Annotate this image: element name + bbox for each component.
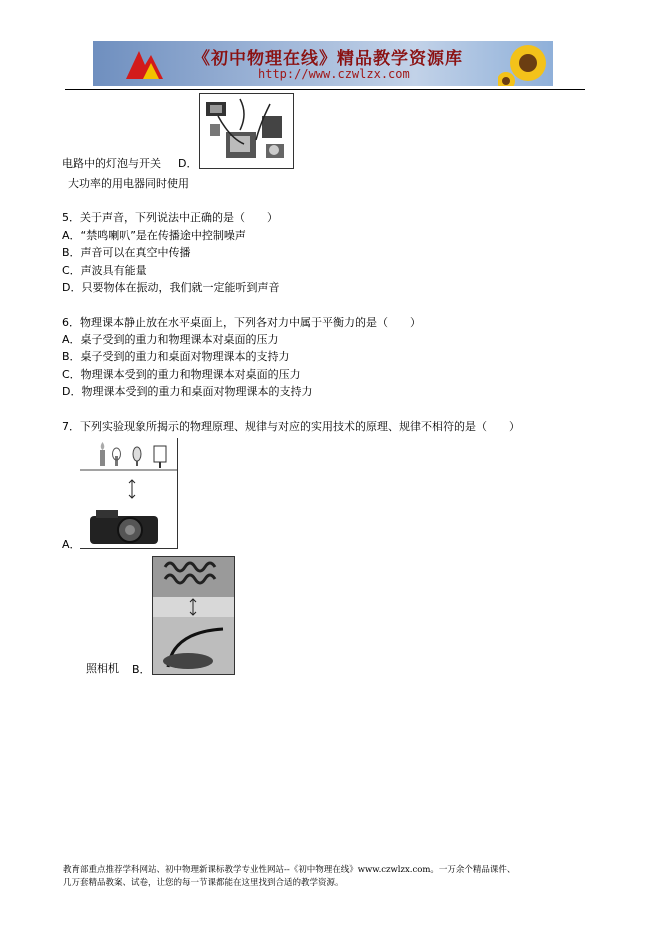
sunflower-icon xyxy=(498,41,553,86)
q6-option-a: A．桌子受到的重力和物理课本对桌面的压力 xyxy=(62,333,279,346)
spring-and-bending-pole-icon xyxy=(153,557,234,674)
banner-url[interactable]: http://www.czwlzx.com xyxy=(258,67,410,81)
q5-option-b: B．声音可以在真空中传播 xyxy=(62,246,191,259)
q6-option-b: B．桌子受到的重力和桌面对物理课本的支持力 xyxy=(62,350,290,363)
banner-title: 《初中物理在线》精品教学资源库 xyxy=(193,49,463,69)
option-b-spring-image xyxy=(152,556,235,675)
q6-stem: 6．物理课本静止放在水平桌面上，下列各对力中属于平衡力的是（ ） xyxy=(62,316,421,329)
q5-option-c: C．声波具有能量 xyxy=(62,264,147,277)
q5-stem: 5．关于声音，下列说法中正确的是（ ） xyxy=(62,211,278,224)
q7-caption-camera: 照相机 xyxy=(86,662,119,675)
q5-option-d: D．只要物体在振动，我们就一定能听到声音 xyxy=(62,281,280,294)
q7-stem: 7．下列实验现象所揭示的物理原理、规律与对应的实用技术的原理、规律不相符的是（ ） xyxy=(62,420,520,433)
q6-option-d: D．物理课本受到的重力和桌面对物理课本的支持力 xyxy=(62,385,313,398)
candle-lens-camera-icon xyxy=(80,438,177,548)
q7-option-a-label: A． xyxy=(62,538,81,551)
appliances-drawing-icon xyxy=(200,94,293,168)
q4-line1: 电路中的灯泡与开关 xyxy=(62,157,161,170)
footer-line2: 几万套精品教案、试卷，让您的每一节课都能在这里找到合适的教学资源。 xyxy=(63,878,344,888)
q4-option-d-label: D． xyxy=(178,157,198,170)
footer-line1: 教育部重点推荐学科网站、初中物理新课标教学专业性网站--《初中物理在线》www.czwlzx.com。一万余个精品课件、 xyxy=(63,865,516,875)
q6-option-c: C．物理课本受到的重力和物理课本对桌面的压力 xyxy=(62,368,301,381)
header-banner xyxy=(93,41,553,86)
site-logo-icon xyxy=(121,45,171,83)
option-a-camera-image xyxy=(80,438,178,549)
option-d-appliances-image xyxy=(199,93,294,169)
header-rule xyxy=(65,89,585,90)
q5-option-a: A．“禁鸣喇叭”是在传播途中控制噪声 xyxy=(62,229,246,242)
q7-option-b-label: B． xyxy=(132,663,151,676)
q4-line2: 大功率的用电器同时使用 xyxy=(68,177,189,190)
